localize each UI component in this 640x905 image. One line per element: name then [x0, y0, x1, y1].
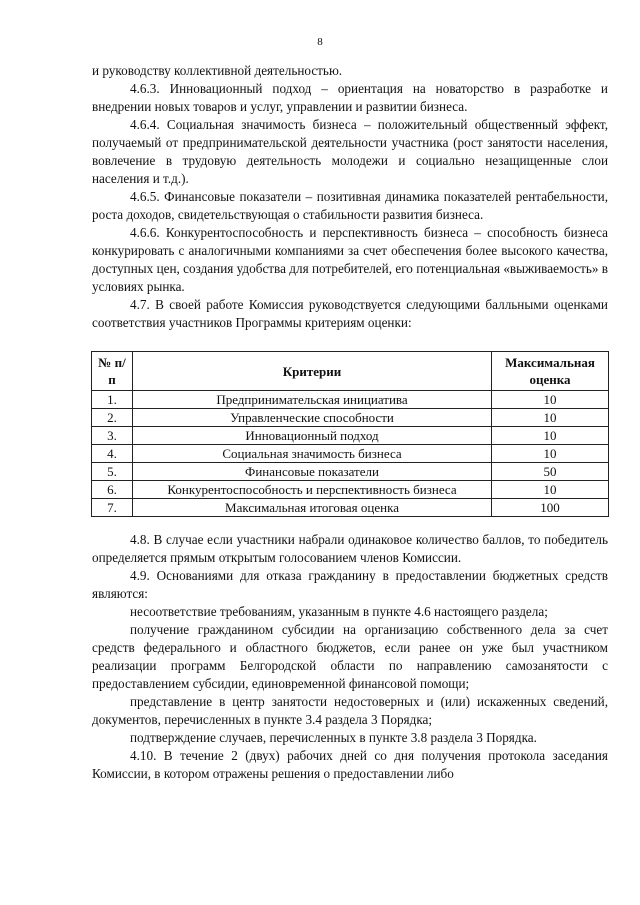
row-criterion: Максимальная итоговая оценка	[133, 499, 492, 517]
paragraph-4-7: 4.7. В своей работе Комиссия руководствуется следующими балльными оценками соответствия участников Программы критериям оценки:	[92, 297, 608, 330]
row-criterion: Финансовые показатели	[133, 463, 492, 481]
table-row	[92, 409, 609, 427]
row-number: 2.	[92, 409, 133, 427]
table-row	[92, 445, 609, 463]
row-number: 3.	[92, 427, 133, 445]
paragraph-continuation: и руководству коллективной деятельностью.	[92, 63, 343, 78]
row-score: 10	[492, 481, 609, 499]
row-criterion: Предпринимательская инициатива	[133, 391, 492, 409]
paragraph-4-9: 4.9. Основаниями для отказа гражданину в предоставлении бюджетных средств являются:	[92, 568, 608, 601]
paragraph-4-6-4: 4.6.4. Социальная значимость бизнеса – положительный общественный эффект, получаемый от предпринимательской деятельности участника (рост занятости населения, вовлечение в трудовую деятельность молодежи и социально незащищенные слои населения и т.д.).	[92, 117, 608, 186]
row-score: 100	[492, 499, 609, 517]
paragraph-reason-3: представление в центр занятости недостоверных и (или) искаженных сведений, документов, перечисленных в пункте 3.4 раздела 3 Порядка;	[92, 694, 608, 727]
row-score: 10	[492, 445, 609, 463]
bottom-text-block	[92, 531, 608, 783]
row-number: 5.	[92, 463, 133, 481]
table-row	[92, 391, 609, 409]
row-score: 10	[492, 409, 609, 427]
paragraph-4-10: 4.10. В течение 2 (двух) рабочих дней со дня получения протокола заседания Комиссии, в котором отражены решения о предоставлении либо	[92, 748, 608, 781]
table-row	[92, 499, 609, 517]
row-score: 10	[492, 391, 609, 409]
row-number: 6.	[92, 481, 133, 499]
row-number: 1.	[92, 391, 133, 409]
row-number: 4.	[92, 445, 133, 463]
paragraph-4-6-3: 4.6.3. Инновационный подход – ориентация на новаторство в разработке и внедрении новых товаров и услуг, управлении и развитии бизнеса.	[92, 81, 608, 114]
row-score: 10	[492, 427, 609, 445]
table-row	[92, 427, 609, 445]
row-criterion: Конкурентоспособность и перспективность бизнеса	[133, 481, 492, 499]
header-criteria: Критерии	[133, 352, 492, 391]
row-criterion: Социальная значимость бизнеса	[133, 445, 492, 463]
paragraph-4-6-6: 4.6.6. Конкурентоспособность и перспективность бизнеса – способность бизнеса конкурировать с аналогичными компаниями за счет обеспечения более высокого качества, доступных цен, создания удобства для потребителей, его потенциальная «выживаемость» в условиях рынка.	[92, 225, 608, 294]
paragraph-4-8: 4.8. В случае если участники набрали одинаковое количество баллов, то победитель определяется прямым открытым голосованием членов Комиссии.	[92, 532, 608, 565]
paragraph-reason-2: получение гражданином субсидии на организацию собственного дела за счет средств федерального и областного бюджетов, если ранее он уже был участником реализации программ Белгородской области по направлению самозанятости с предоставлением субсидии, единовременной финансовой помощи;	[92, 622, 608, 691]
paragraph-4-6-5: 4.6.5. Финансовые показатели – позитивная динамика показателей рентабельности, роста доходов, свидетельствующая о стабильности развития бизнеса.	[92, 189, 608, 222]
table-header-row	[92, 352, 609, 391]
paragraph-reason-1: несоответствие требованиям, указанным в пункте 4.6 настоящего раздела;	[130, 604, 548, 619]
criteria-table	[91, 351, 609, 517]
paragraph-reason-4: подтверждение случаев, перечисленных в пункте 3.8 раздела 3 Порядка.	[130, 730, 537, 745]
page-number: 8	[317, 36, 323, 48]
top-text-block	[92, 62, 608, 332]
header-max-score: Максимальная оценка	[492, 352, 609, 391]
table-row	[92, 463, 609, 481]
header-number: № п/п	[92, 352, 133, 391]
row-number: 7.	[92, 499, 133, 517]
row-criterion: Управленческие способности	[133, 409, 492, 427]
table-row	[92, 481, 609, 499]
row-criterion: Инновационный подход	[133, 427, 492, 445]
row-score: 50	[492, 463, 609, 481]
